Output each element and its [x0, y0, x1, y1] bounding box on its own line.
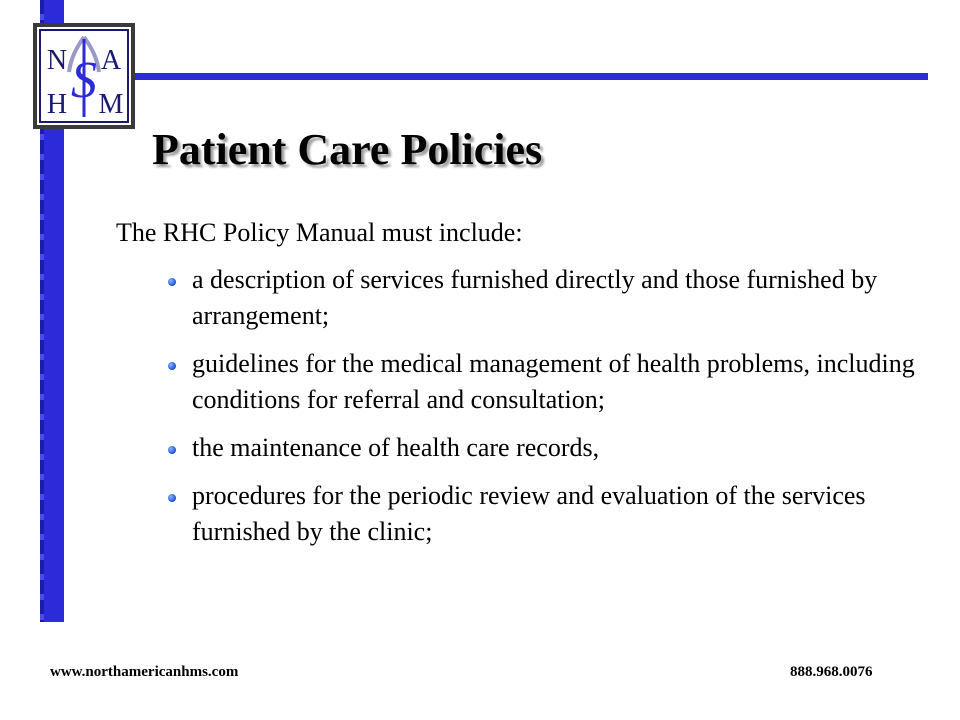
footer-phone: 888.968.0076	[790, 664, 873, 680]
list-item	[164, 478, 924, 550]
intro-text: The RHC Policy Manual must include:	[116, 218, 523, 247]
policy-bullet-list	[164, 262, 924, 562]
logo-letter-m: M	[98, 89, 124, 120]
logo-letter-n: N	[46, 45, 68, 76]
top-accent-bar	[64, 73, 928, 80]
logo-emblem	[37, 27, 131, 125]
logo-letter-h: H	[46, 89, 68, 120]
footer-website: www.northamericanhms.com	[50, 664, 239, 680]
bullet-dot-icon	[168, 278, 176, 286]
list-item	[164, 262, 924, 334]
logo-letter-s: S	[71, 52, 97, 109]
bullet-dot-icon	[168, 362, 176, 370]
bullet-dot-icon	[168, 446, 176, 454]
logo-letter-a: A	[100, 45, 122, 76]
list-item-text: the maintenance of health care records,	[192, 433, 600, 462]
list-item-text: guidelines for the medical management of health problems, including conditions for referral and consultation;	[192, 349, 915, 414]
list-item-text: procedures for the periodic review and evaluation of the services furnished by the clinic;	[192, 481, 866, 546]
list-item	[164, 430, 924, 466]
list-item	[164, 346, 924, 418]
slide-title: Patient Care Policies	[152, 125, 543, 174]
nahms-logo	[33, 23, 135, 129]
bullet-dot-icon	[168, 494, 176, 502]
list-item-text: a description of services furnished directly and those furnished by arrangement;	[192, 265, 878, 330]
